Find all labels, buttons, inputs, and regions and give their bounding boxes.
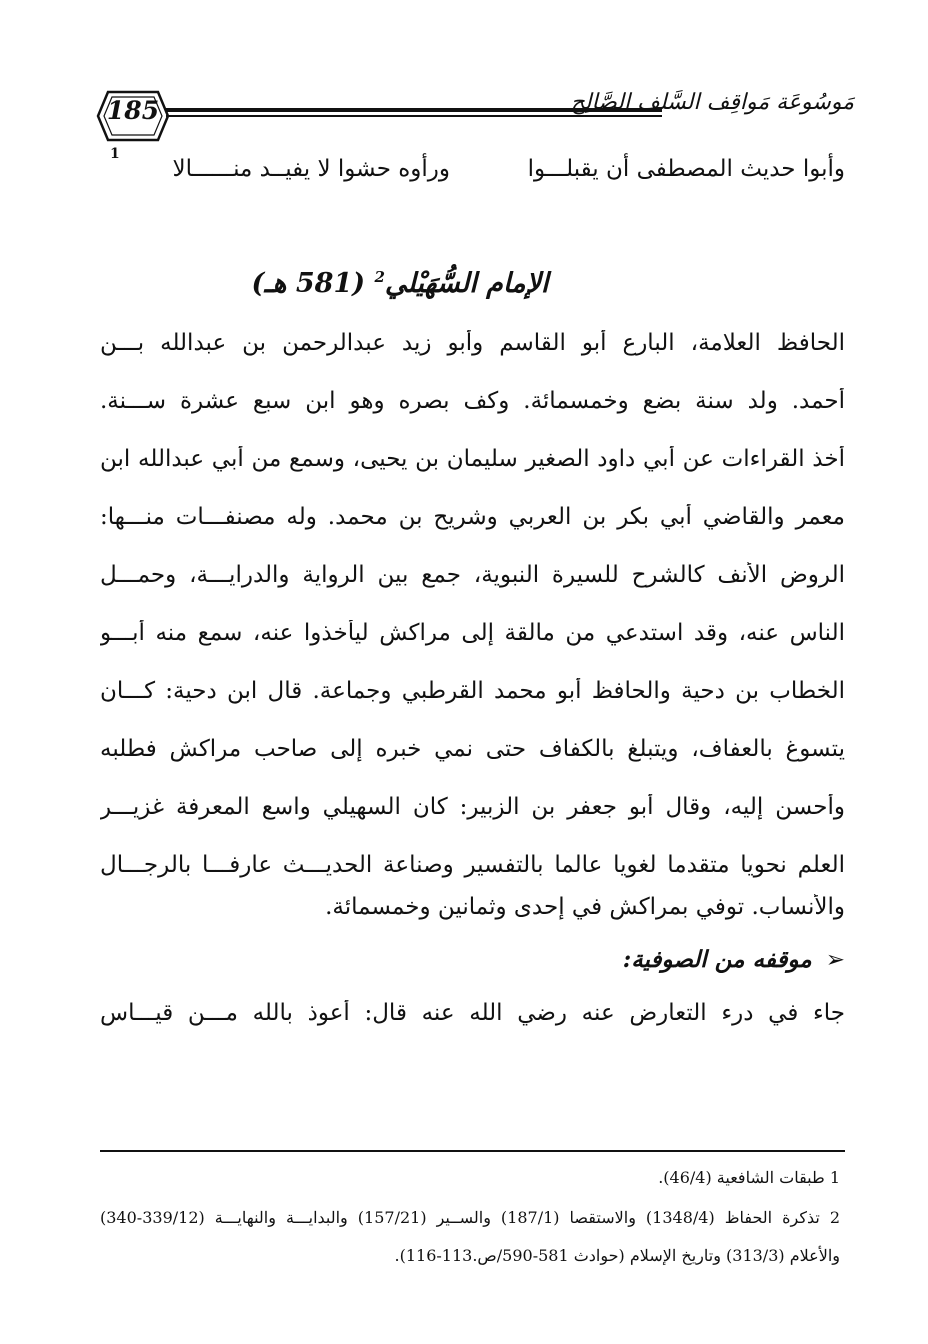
body-line: الناس عنه، وقد استدعي من مالقة إلى مراكش ليأخذوا عنه، سمع منه أبـــو bbox=[100, 620, 845, 646]
verse-line bbox=[110, 146, 845, 196]
footnote-2: 2 تذكرة الحفاظ (1348/4) والاستقصا (187/1) والســير (157/21) والبدايـــة والنهايـــة (339/12-340) bbox=[100, 1208, 841, 1227]
section-title-name: الإمام السُّهَيْلي bbox=[384, 268, 549, 299]
body-line: الخطاب بن دحية والحافظ أبو محمد القرطبي وجماعة. قال ابن دحية: كـــان bbox=[100, 678, 845, 704]
header-rule-thin bbox=[166, 115, 662, 117]
series-title: مَوسُوعَة مَواقِف السَّلف الصَّالِح bbox=[570, 90, 854, 115]
verse-second-hemistich: ورأوه حشوا لا يفيــد منــــــالا bbox=[172, 156, 450, 182]
body-line: العلم نحويا متقدما لغويا عالما بالتفسير وصناعة الحديـــث عارفـــا بالرجـــال bbox=[100, 852, 845, 878]
body-line: يتسوغ بالعفاف، ويتبلغ بالكفاف حتى نمي خبره إلى صاحب مراكش فطلبه bbox=[100, 736, 845, 762]
body-line: وأحسن إليه، وقال أبو جعفر بن الزبير: كان السهيلي واسع المعرفة غزيـــر bbox=[100, 794, 845, 820]
body-line-after-subheading: جاء في درء التعارض عنه رضي الله عنه قال: أعوذ بالله مـــن قيـــاس bbox=[100, 1000, 845, 1026]
body-line: معمر والقاضي أبي بكر بن العربي وشريح بن محمد. وله مصنفـــات منـــها: bbox=[100, 504, 845, 530]
footnote-1: 1 طبقات الشافعية (46/4). bbox=[658, 1168, 840, 1187]
body-line: أخذ القراءات عن أبي داود الصغير سليمان بن يحيى، وسمع من أبي عبدالله ابن bbox=[100, 446, 845, 472]
page-number: 185 bbox=[106, 96, 160, 125]
footnote-separator bbox=[100, 1150, 845, 1152]
body-line: الحافظ العلامة، البارع أبو القاسم وأبو زيد عبدالرحمن بن عبدالله بـــن bbox=[100, 330, 845, 356]
verse-first-hemistich: وأبوا حديث المصطفى أن يقبلـــوا bbox=[527, 156, 845, 182]
body-line: أحمد. ولد سنة بضع وخمسمائة. وكف بصره وهو ابن سبع عشرة ســـنة. bbox=[100, 388, 845, 414]
section-footnote-marker: 2 bbox=[374, 268, 385, 286]
page-number-badge bbox=[96, 88, 170, 144]
footnote-2-continued: والأعلام (313/3) وتاريخ الإسلام (حوادث 581-590/ص.113-116). bbox=[394, 1246, 840, 1265]
body-line: الروض الأنف كالشرح للسيرة النبوية، جمع بين الرواية والدرايـــة، وحمـــل bbox=[100, 562, 845, 588]
verse-footnote-marker: 1 bbox=[110, 146, 120, 162]
arrow-bullet-icon: ➢ bbox=[825, 947, 845, 973]
subheading bbox=[420, 946, 845, 986]
subheading-text: موقفه من الصوفية: bbox=[622, 946, 812, 973]
page-header bbox=[96, 88, 854, 150]
body-line-last: والأنساب. توفي بمراكش في إحدى وثمانين وخمسمائة. bbox=[325, 894, 845, 920]
section-title bbox=[200, 268, 600, 308]
section-title-date: (581 هـ) bbox=[251, 268, 366, 299]
